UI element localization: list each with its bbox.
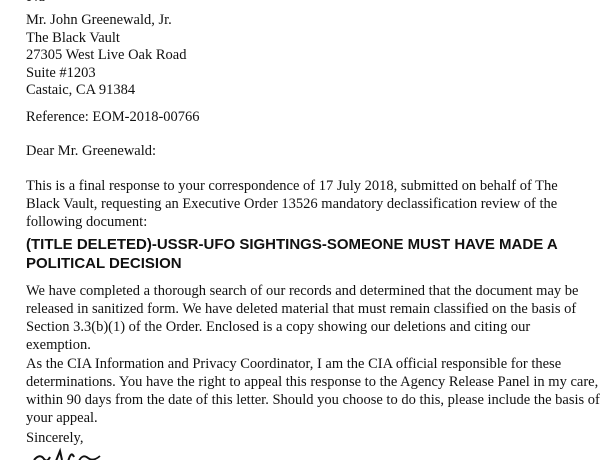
closing bbox=[26, 430, 83, 448]
intro-paragraph bbox=[26, 177, 582, 231]
reference-line bbox=[26, 109, 200, 127]
paragraph-line: This is a final response to your correspondence of 17 July 2018, submitted on behalf of The bbox=[26, 178, 558, 194]
paragraph-line: determinations. You have the right to appeal this response to the Agency Release Panel in my care, bbox=[26, 374, 599, 390]
address-line: Mr. John Greenewald, Jr. bbox=[26, 12, 172, 28]
address-line: 27305 West Live Oak Road bbox=[26, 47, 187, 63]
cropped-top-text bbox=[20, 0, 80, 1]
document-title bbox=[26, 235, 582, 273]
document-title-line: (TITLE DELETED)-USSR-UFO SIGHTINGS-SOMEONE MUST HAVE MADE A bbox=[26, 236, 558, 253]
signature-image bbox=[30, 447, 120, 460]
paragraph-line: Black Vault, requesting an Executive Order 13526 mandatory declassification review of the bbox=[26, 196, 558, 212]
recipient-address bbox=[26, 12, 186, 100]
document-title-line: POLITICAL DECISION bbox=[26, 255, 182, 272]
search-paragraph bbox=[26, 282, 582, 354]
paragraph-line: released in sanitized form. We have deleted material that must remain classified on the basis of bbox=[26, 301, 577, 317]
paragraph-line: We have completed a thorough search of our records and determined that the document may be bbox=[26, 283, 579, 299]
paragraph-line: exemption. bbox=[26, 337, 91, 353]
paragraph-line: following document: bbox=[26, 214, 148, 230]
paragraph-line: As the CIA Information and Privacy Coordinator, I am the CIA official responsible for these bbox=[26, 356, 562, 372]
address-line: The Black Vault bbox=[26, 29, 120, 46]
closing-text: Sincerely, bbox=[26, 430, 84, 446]
address-line: Suite #1203 bbox=[26, 64, 96, 81]
salutation bbox=[26, 143, 156, 161]
address-line: Castaic, CA 91384 bbox=[26, 82, 136, 98]
salutation-text: Dear Mr. Greenewald: bbox=[26, 143, 157, 159]
paragraph-line: Section 3.3(b)(1) of the Order. Enclosed is a copy showing our deletions and citing our bbox=[26, 319, 531, 335]
reference-number: Reference: EOM-2018-00766 bbox=[26, 109, 200, 125]
paragraph-line: your appeal. bbox=[26, 410, 98, 426]
appeal-paragraph bbox=[26, 355, 600, 427]
paragraph-line: within 90 days from the date of this letter. Should you choose to do this, please include the basis of bbox=[26, 392, 600, 408]
